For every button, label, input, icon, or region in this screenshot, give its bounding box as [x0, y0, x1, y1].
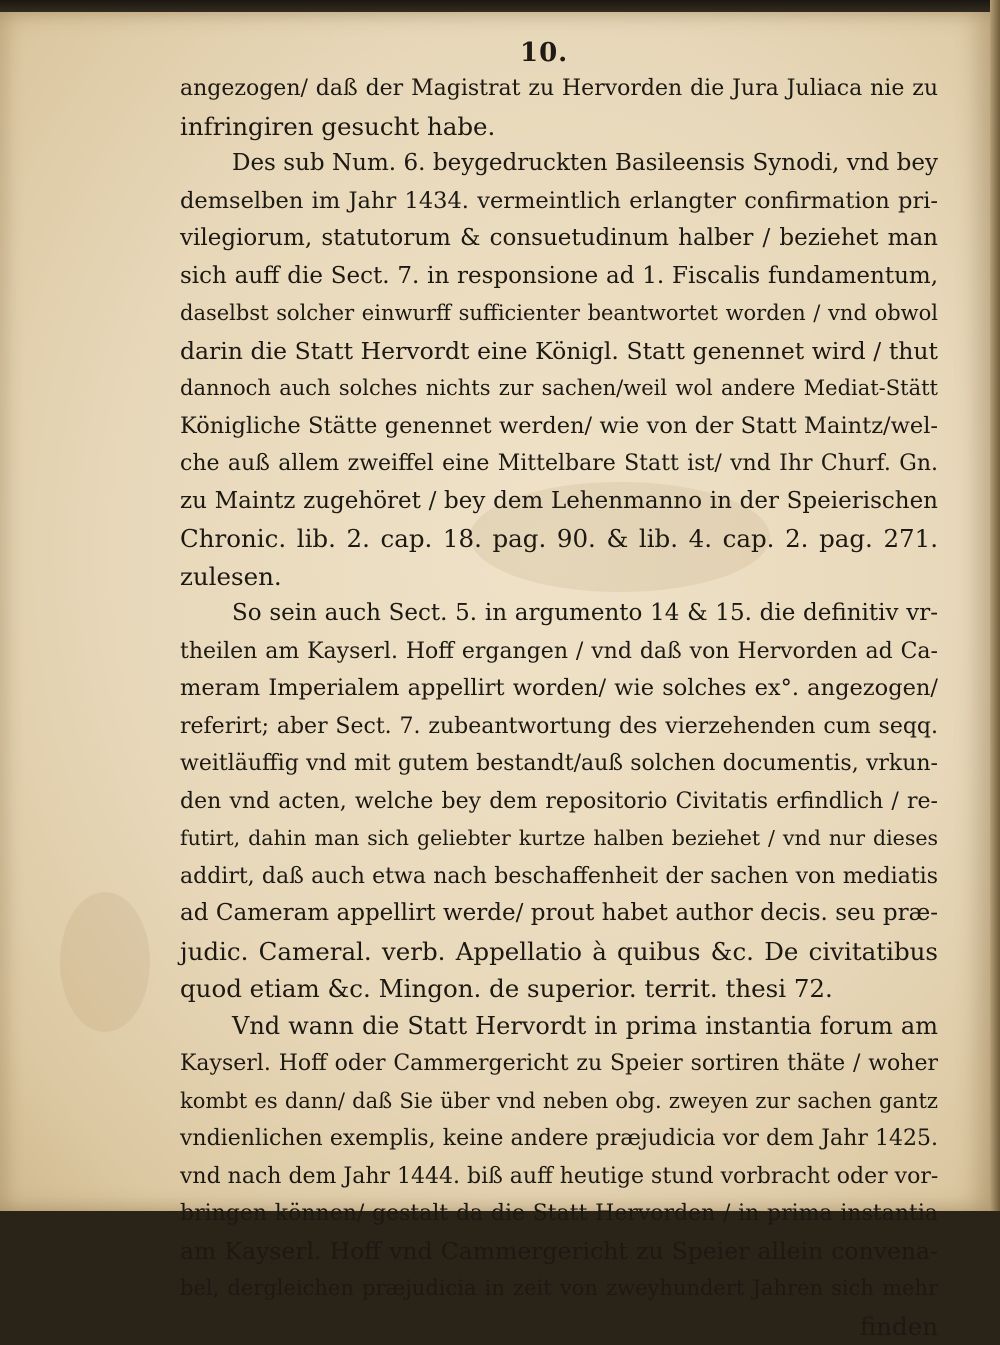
text-line: Kayserl. Hoff oder Cammergericht zu Speier sortiren thäte / woher	[180, 1045, 938, 1083]
text-line: meram Imperialem appellirt worden/ wie solches ex°. angezogen/	[180, 670, 938, 708]
text-line: referirt; aber Sect. 7. zubeantwortung des vierzehenden cum seqq.	[180, 708, 938, 746]
text-line: Königliche Stätte genennet werden/ wie von der Statt Maintz/wel-	[180, 408, 938, 446]
text-line: kombt es dann/ daß Sie über vnd neben obg. zweyen zur sachen gantz	[180, 1083, 938, 1121]
catchword: finden	[180, 1308, 938, 1345]
text-line: dannoch auch solches nichts zur sachen/weil wol andere Mediat-Stätt	[180, 370, 938, 408]
text-line: demselben im Jahr 1434. vermeintlich erlangter confirmation pri-	[180, 183, 938, 221]
body-text	[180, 70, 938, 1345]
text-line: futirt, dahin man sich geliebter kurtze halben beziehet / vnd nur dieses	[180, 820, 938, 858]
text-line: den vnd acten, welche bey dem repositorio Civitatis erfindlich / re-	[180, 783, 938, 821]
text-line: Des sub Num. 6. beygedruckten Basileensis Synodi, vnd bey	[180, 145, 938, 183]
text-line: vilegiorum, statutorum & consuetudinum halber / beziehet man	[180, 220, 938, 258]
text-line: vndienlichen exemplis, keine andere præjudicia vor dem Jahr 1425.	[180, 1120, 938, 1158]
text-line: bringen können/ gestalt da die Statt Hervorden / in prima instantia	[180, 1195, 938, 1233]
text-line: angezogen/ daß der Magistrat zu Hervorden die Jura Juliaca nie zu	[180, 70, 938, 108]
text-line: sich auff die Sect. 7. in responsione ad 1. Fiscalis fundamentum,	[180, 258, 938, 296]
text-line: che auß allem zweiffel eine Mittelbare Statt ist/ vnd Ihr Churf. Gn.	[180, 445, 938, 483]
text-line: theilen am Kayserl. Hoff ergangen / vnd daß von Hervorden ad Ca-	[180, 633, 938, 671]
text-line: zulesen.	[180, 558, 938, 596]
text-line: vnd nach dem Jahr 1444. biß auff heutige stund vorbracht oder vor-	[180, 1158, 938, 1196]
paper-stain	[60, 892, 150, 1032]
right-edge	[990, 0, 1000, 1211]
text-line: judic. Cameral. verb. Appellatio à quibus &c. De civitatibus	[180, 933, 938, 971]
text-line: weitläuffig vnd mit gutem bestandt/auß solchen documentis, vrkun-	[180, 745, 938, 783]
text-line: am Kayserl. Hoff vnd Cammergericht zu Speier allein convena-	[180, 1233, 938, 1271]
text-line: darin die Statt Hervordt eine Königl. Statt genennet wird / thut	[180, 333, 938, 371]
text-line: infringiren gesucht habe.	[180, 108, 938, 146]
text-line: Chronic. lib. 2. cap. 18. pag. 90. & lib. 4. cap. 2. pag. 271.	[180, 520, 938, 558]
page-number: 10.	[520, 38, 568, 68]
text-line: zu Maintz zugehöret / bey dem Lehenmanno in der Speierischen	[180, 483, 938, 521]
text-line: bel, dergleichen præjudicia in zeit von zweyhundert Jahren sich mehr	[180, 1270, 938, 1308]
text-line: addirt, daß auch etwa nach beschaffenheit der sachen von mediatis	[180, 858, 938, 896]
text-line: So sein auch Sect. 5. in argumento 14 & 15. die definitiv vr-	[180, 595, 938, 633]
text-line: Vnd wann die Statt Hervordt in prima instantia forum am	[180, 1008, 938, 1046]
text-line: daselbst solcher einwurff sufficienter beantwortet worden / vnd obwol	[180, 295, 938, 333]
text-line: ad Cameram appellirt werde/ prout habet author decis. seu præ-	[180, 895, 938, 933]
text-line: quod etiam &c. Mingon. de superior. territ. thesi 72.	[180, 970, 938, 1008]
